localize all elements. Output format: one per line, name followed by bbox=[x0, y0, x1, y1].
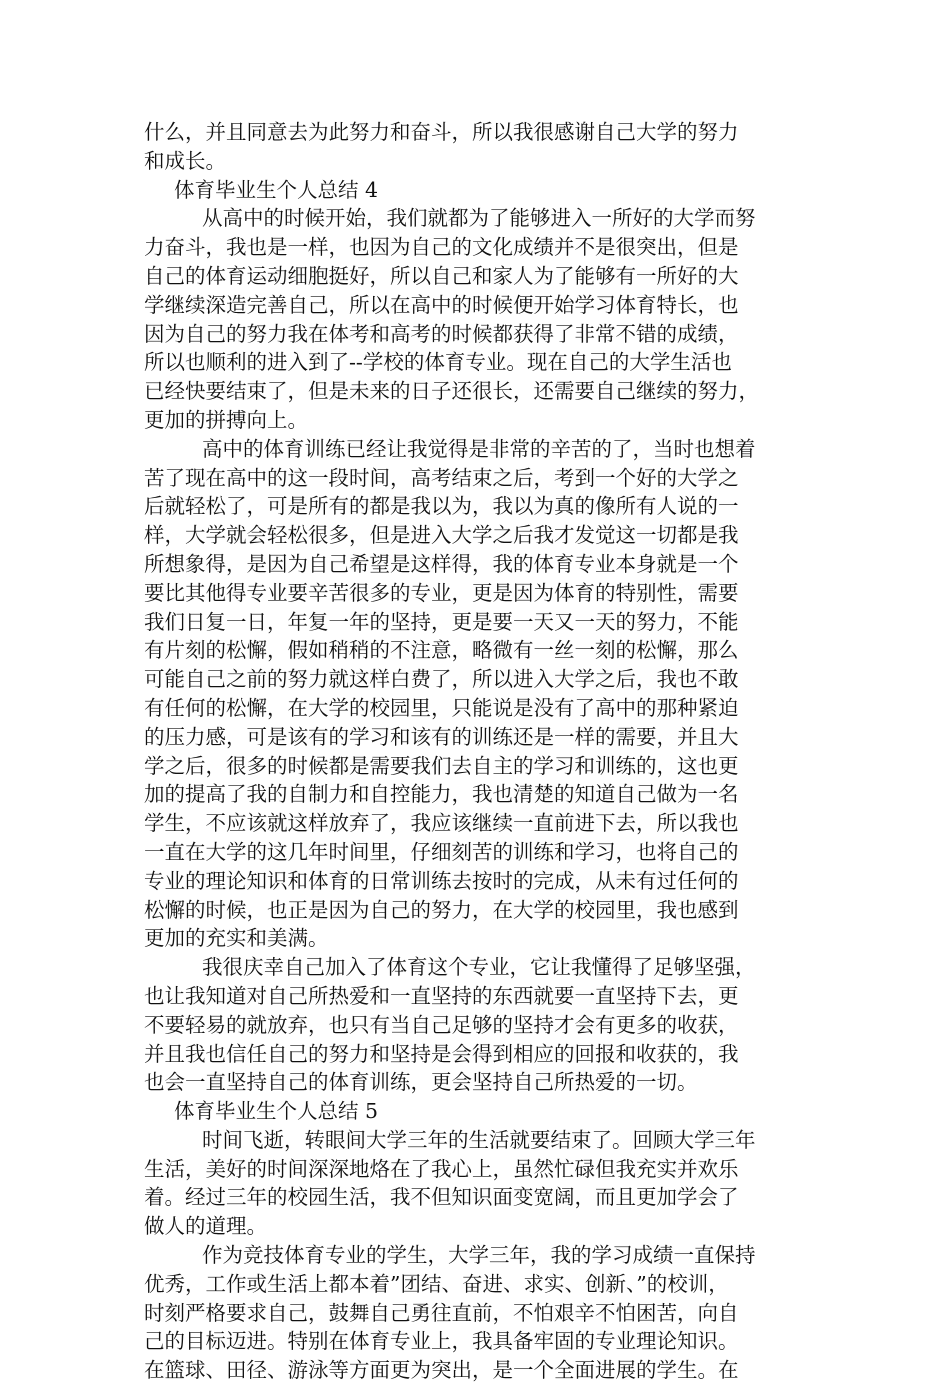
text-line: 己的目标迈进。特别在体育专业上，我具备牢固的专业理论知识。 bbox=[144, 1329, 739, 1354]
text-line: 不要轻易的就放弃，也只有当自己足够的坚持才会有更多的收获， bbox=[144, 1012, 739, 1037]
text-line: 高中的体育训练已经让我觉得是非常的辛苦的了，当时也想着 bbox=[202, 436, 756, 461]
text-line: 着。经过三年的校园生活，我不但知识面变宽阔，而且更加学会了 bbox=[144, 1185, 739, 1210]
text-line: 所以也顺利的进入到了--学校的体育专业。现在自己的大学生活也 bbox=[144, 350, 732, 375]
text-line: 生活，美好的时间深深地烙在了我心上，虽然忙碌但我充实并欢乐 bbox=[144, 1156, 739, 1181]
text-line: 学继续深造完善自己，所以在高中的时候便开始学习体育特长，也 bbox=[144, 292, 739, 317]
text-line: 做人的道理。 bbox=[144, 1214, 267, 1239]
text-line: 因为自己的努力我在体考和高考的时候都获得了非常不错的成绩， bbox=[144, 321, 739, 346]
text-line: 有任何的松懈，在大学的校园里，只能说是没有了高中的那种紧迫 bbox=[144, 695, 739, 720]
text-line: 什么，并且同意去为此努力和奋斗，所以我很感谢自己大学的努力 bbox=[144, 120, 739, 144]
text-line: 在篮球、田径、游泳等方面更为突出，是一个全面进展的学生。在 bbox=[144, 1358, 739, 1383]
text-line: 我们日复一日，年复一年的坚持，更是要一天又一天的努力，不能 bbox=[144, 609, 739, 634]
text-line: 所想象得，是因为自己希望是这样得，我的体育专业本身就是一个 bbox=[144, 551, 739, 576]
text-line: 苦了现在高中的这一段时间，高考结束之后，考到一个好的大学之 bbox=[144, 465, 739, 490]
text-line: 并且我也信任自己的努力和坚持是会得到相应的回报和收获的，我 bbox=[144, 1041, 739, 1066]
text-line: 时间飞逝，转眼间大学三年的生活就要结束了。回顾大学三年 bbox=[202, 1127, 756, 1152]
text-line: 学生，不应该就这样放弃了，我应该继续一直前进下去，所以我也 bbox=[144, 811, 739, 836]
text-line: 样，大学就会轻松很多，但是进入大学之后我才发觉这一切都是我 bbox=[144, 523, 739, 548]
document-body bbox=[144, 118, 809, 1385]
section-heading: 体育毕业生个人总结 4 bbox=[174, 177, 379, 202]
text-line: 也让我知道对自己所热爱和一直坚持的东西就要一直坚持下去，更 bbox=[144, 983, 739, 1008]
text-line: 一直在大学的这几年时间里，仔细刻苦的训练和学习，也将自己的 bbox=[144, 839, 739, 864]
text-line: 的压力感，可是该有的学习和该有的训练还是一样的需要，并且大 bbox=[144, 724, 739, 749]
text-line: 学之后，很多的时候都是需要我们去自主的学习和训练的，这也更 bbox=[144, 753, 739, 778]
text-line: 松懈的时候，也正是因为自己的努力，在大学的校园里，我也感到 bbox=[144, 897, 739, 922]
text-line: 也会一直坚持自己的体育训练，更会坚持自己所热爱的一切。 bbox=[144, 1070, 698, 1095]
text-line: 后就轻松了，可是所有的都是我以为，我以为真的像所有人说的一 bbox=[144, 494, 739, 519]
text-line: 力奋斗，我也是一样，也因为自己的文化成绩并不是很突出，但是 bbox=[144, 235, 739, 260]
section-heading: 体育毕业生个人总结 5 bbox=[174, 1099, 379, 1124]
text-line: 更加的充实和美满。 bbox=[144, 926, 329, 951]
text-line: 从高中的时候开始，我们就都为了能够进入一所好的大学而努 bbox=[202, 206, 756, 231]
text-line: 已经快要结束了，但是未来的日子还很长，还需要自己继续的努力， bbox=[144, 379, 759, 404]
text-line: 自己的体育运动细胞挺好，所以自己和家人为了能够有一所好的大 bbox=[144, 263, 739, 288]
text-line: 优秀，工作或生活上都本着”团结、奋进、求实、创新、”的校训， bbox=[144, 1271, 729, 1296]
text-line: 有片刻的松懈，假如稍稍的不注意，略微有一丝一刻的松懈，那么 bbox=[144, 638, 739, 663]
text-line: 可能自己之前的努力就这样白费了，所以进入大学之后，我也不敢 bbox=[144, 667, 739, 692]
text-line: 时刻严格要求自己，鼓舞自己勇往直前，不怕艰辛不怕困苦，向自 bbox=[144, 1300, 739, 1325]
text-line: 要比其他得专业要辛苦很多的专业，更是因为体育的特别性，需要 bbox=[144, 580, 739, 605]
text-line: 加的提高了我的自制力和自控能力，我也清楚的知道自己做为一名 bbox=[144, 782, 739, 807]
text-line: 专业的理论知识和体育的日常训练去按时的完成，从未有过任何的 bbox=[144, 868, 739, 893]
text-line: 作为竞技体育专业的学生，大学三年，我的学习成绩一直保持 bbox=[202, 1243, 756, 1268]
text-line: 更加的拼搏向上。 bbox=[144, 407, 308, 432]
text-line: 我很庆幸自己加入了体育这个专业，它让我懂得了足够坚强， bbox=[202, 955, 756, 980]
text-line: 和成长。 bbox=[144, 148, 226, 173]
